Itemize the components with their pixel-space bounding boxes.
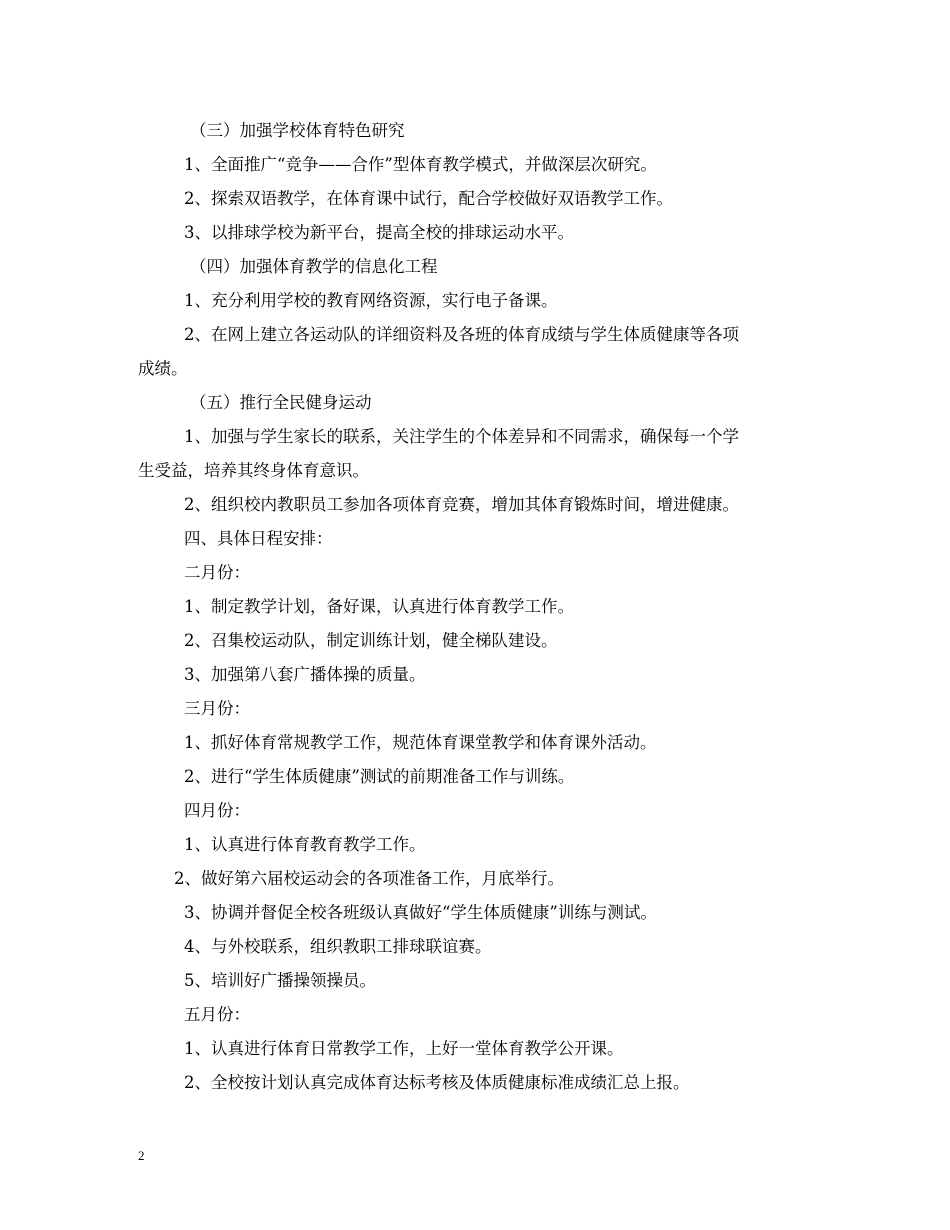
paragraph-line: 3、加强第八套广播体操的质量。 xyxy=(184,665,426,684)
paragraph-line: 2、在网上建立各运动队的详细资料及各班的体育成绩与学生体质健康等各项 xyxy=(184,325,739,344)
paragraph-line: 1、充分利用学校的教育网络资源，实行电子备课。 xyxy=(184,291,558,310)
paragraph-line: 4、与外校联系，组织教职工排球联谊赛。 xyxy=(184,937,492,956)
paragraph-line: 2、全校按计划认真完成体育达标考核及体质健康标准成绩汇总上报。 xyxy=(184,1073,690,1092)
page-number: 2 xyxy=(138,1148,145,1163)
paragraph-line: 2、探索双语教学，在体育课中试行，配合学校做好双语教学工作。 xyxy=(184,189,673,208)
paragraph-line: 成绩。 xyxy=(138,359,188,378)
paragraph-line: 1、认真进行体育日常教学工作，上好一堂体育教学公开课。 xyxy=(184,1039,624,1058)
month-heading: 四月份： xyxy=(184,801,250,820)
section-heading: （五）推行全民健身运动 xyxy=(190,393,372,412)
month-heading: 五月份： xyxy=(184,1005,250,1024)
paragraph-line: 2、进行“学生体质健康”测试的前期准备工作与训练。 xyxy=(184,767,575,786)
paragraph-line: 2、召集校运动队，制定训练计划，健全梯队建设。 xyxy=(184,631,558,650)
section-heading: （三）加强学校体育特色研究 xyxy=(190,121,405,140)
month-heading: 二月份： xyxy=(184,563,250,582)
paragraph-line: 1、全面推广“竞争——合作”型体育教学模式，并做深层次研究。 xyxy=(184,155,657,174)
paragraph-line: 3、协调并督促全校各班级认真做好“学生体质健康”训练与测试。 xyxy=(184,903,657,922)
paragraph-line: 1、加强与学生家长的联系，关注学生的个体差异和不同需求，确保每一个学 xyxy=(184,427,739,446)
month-heading: 三月份： xyxy=(184,699,250,718)
section-heading: （四）加强体育教学的信息化工程 xyxy=(190,257,438,276)
paragraph-line: 1、认真进行体育教育教学工作。 xyxy=(184,835,426,854)
paragraph-line: 1、制定教学计划，备好课，认真进行体育教学工作。 xyxy=(184,597,574,616)
paragraph-line: 1、抓好体育常规教学工作，规范体育课堂教学和体育课外活动。 xyxy=(184,733,657,752)
paragraph-line: 2、做好第六届校运动会的各项准备工作，月底举行。 xyxy=(174,869,564,888)
paragraph-line: 3、以排球学校为新平台，提高全校的排球运动水平。 xyxy=(184,223,574,242)
paragraph-line: 生受益，培养其终身体育意识。 xyxy=(138,461,369,480)
paragraph-line: 5、培训好广播操领操员。 xyxy=(184,971,376,990)
document-body xyxy=(138,114,818,1100)
section-heading: 四、具体日程安排： xyxy=(184,529,333,548)
paragraph-line: 2、组织校内教职员工参加各项体育竞赛，增加其体育锻炼时间，增进健康。 xyxy=(184,495,739,514)
